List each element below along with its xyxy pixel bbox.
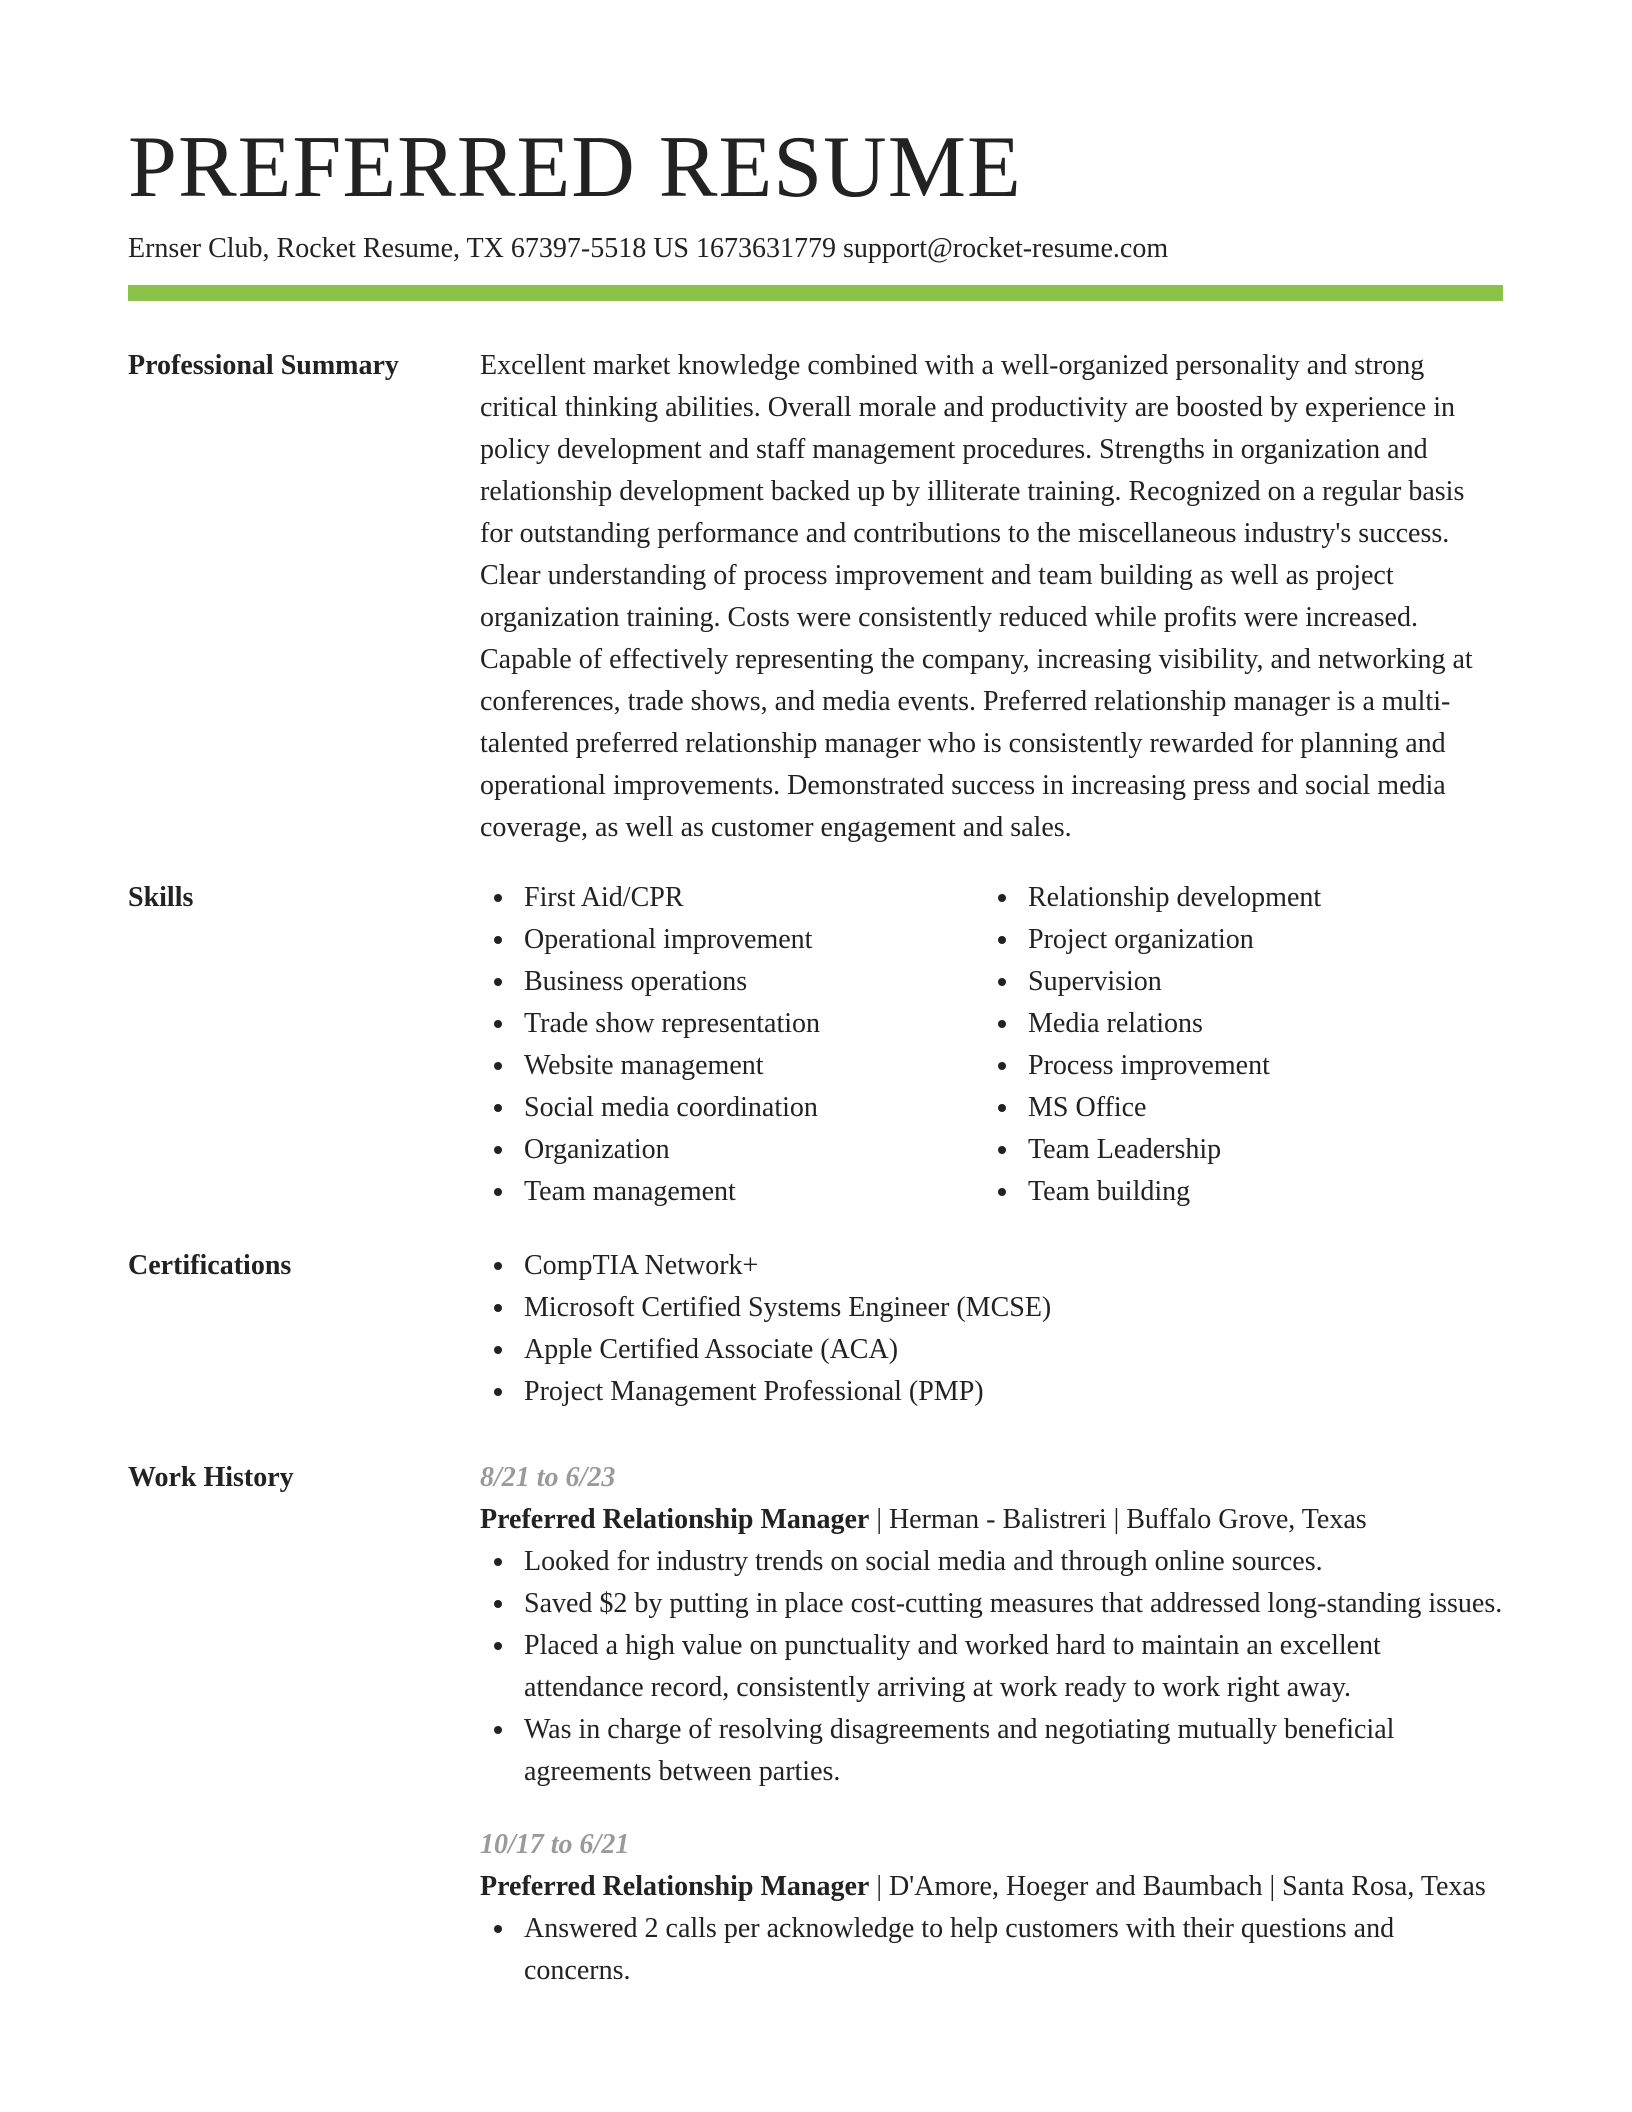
- job-details: | Herman - Balistreri | Buffalo Grove, Texas: [869, 1504, 1367, 1535]
- skill-item: Social media coordination: [480, 1087, 984, 1129]
- job-bullet: Placed a high value on punctuality and worked hard to maintain an excellent attendance record, consistently arriving at work ready to work right away.: [480, 1625, 1503, 1709]
- job-title-line: [480, 1866, 1503, 1908]
- skill-item: Trade show representation: [480, 1003, 984, 1045]
- skill-item: Process improvement: [984, 1045, 1488, 1087]
- header-divider: [128, 285, 1503, 301]
- skill-item: Supervision: [984, 961, 1488, 1003]
- summary-heading: Professional Summary: [128, 350, 399, 381]
- job-entry: [480, 1824, 1503, 1992]
- skill-item: Relationship development: [984, 877, 1488, 919]
- job-details: | D'Amore, Hoeger and Baumbach | Santa Rosa, Texas: [869, 1871, 1486, 1902]
- work-history-heading: Work History: [128, 1462, 294, 1493]
- job-bullets: [480, 1908, 1503, 1992]
- certification-item: Microsoft Certified Systems Engineer (MCSE): [480, 1287, 1503, 1329]
- job-bullet: Looked for industry trends on social media and through online sources.: [480, 1541, 1503, 1583]
- certifications-body: [480, 1245, 1503, 1413]
- job-bullets: [480, 1541, 1503, 1793]
- skill-item: Operational improvement: [480, 919, 984, 961]
- certification-item: Apple Certified Associate (ACA): [480, 1329, 1503, 1371]
- skill-item: First Aid/CPR: [480, 877, 984, 919]
- job-title-line: [480, 1499, 1503, 1541]
- certifications-heading: Certifications: [128, 1250, 292, 1281]
- contact-line: Ernser Club, Rocket Resume, TX 67397-5518 US 1673631779 support@rocket-resume.com: [128, 233, 1169, 264]
- skill-item: Team Leadership: [984, 1129, 1488, 1171]
- summary-body: [480, 345, 1503, 849]
- skill-item: Project organization: [984, 919, 1488, 961]
- certification-item: Project Management Professional (PMP): [480, 1371, 1503, 1413]
- work-history-body: [480, 1457, 1503, 1992]
- skill-item: Media relations: [984, 1003, 1488, 1045]
- skill-item: Team building: [984, 1171, 1488, 1213]
- skills-list-right: [984, 877, 1488, 1213]
- job-bullet: Saved $2 by putting in place cost-cutting measures that addressed long-standing issues.: [480, 1583, 1503, 1625]
- job-bullet: Was in charge of resolving disagreements and negotiating mutually beneficial agreements between parties.: [480, 1709, 1503, 1793]
- skill-item: MS Office: [984, 1087, 1488, 1129]
- job-entry: [480, 1457, 1503, 1793]
- skills-heading: Skills: [128, 882, 194, 913]
- summary-text: Excellent market knowledge combined with a well-organized personality and strong critical thinking abilities. Overall morale and productivity are boosted by experience in policy development and staff management procedures. Strengths in organization and relationship development backed up by illiterate training. Recognized on a regular basis for outstanding performance and contributions to the miscellaneous industry's success. Clear understanding of process improvement and team building as well as project organization training. Costs were consistently reduced while profits were increased. Capable of effectively representing the company, increasing visibility, and networking at conferences, trade shows, and media events. Preferred relationship manager is a multi-talented preferred relationship manager who is consistently rewarded for planning and operational improvements. Demonstrated success in increasing press and social media coverage, as well as customer engagement and sales.: [480, 350, 1473, 843]
- skill-item: Business operations: [480, 961, 984, 1003]
- skill-item: Website management: [480, 1045, 984, 1087]
- job-title: Preferred Relationship Manager: [480, 1504, 870, 1535]
- skill-item: Team management: [480, 1171, 984, 1213]
- skills-grid: [480, 877, 1503, 1213]
- job-bullet: Answered 2 calls per acknowledge to help customers with their questions and concerns.: [480, 1908, 1503, 1992]
- job-dates: 8/21 to 6/23: [480, 1462, 616, 1493]
- job-title: Preferred Relationship Manager: [480, 1871, 870, 1902]
- skill-item: Organization: [480, 1129, 984, 1171]
- certification-item: CompTIA Network+: [480, 1245, 1503, 1287]
- resume-name: PREFERRED RESUME: [128, 119, 1022, 216]
- skills-list-left: [480, 877, 984, 1213]
- certifications-list: [480, 1245, 1503, 1413]
- job-dates: 10/17 to 6/21: [480, 1829, 630, 1860]
